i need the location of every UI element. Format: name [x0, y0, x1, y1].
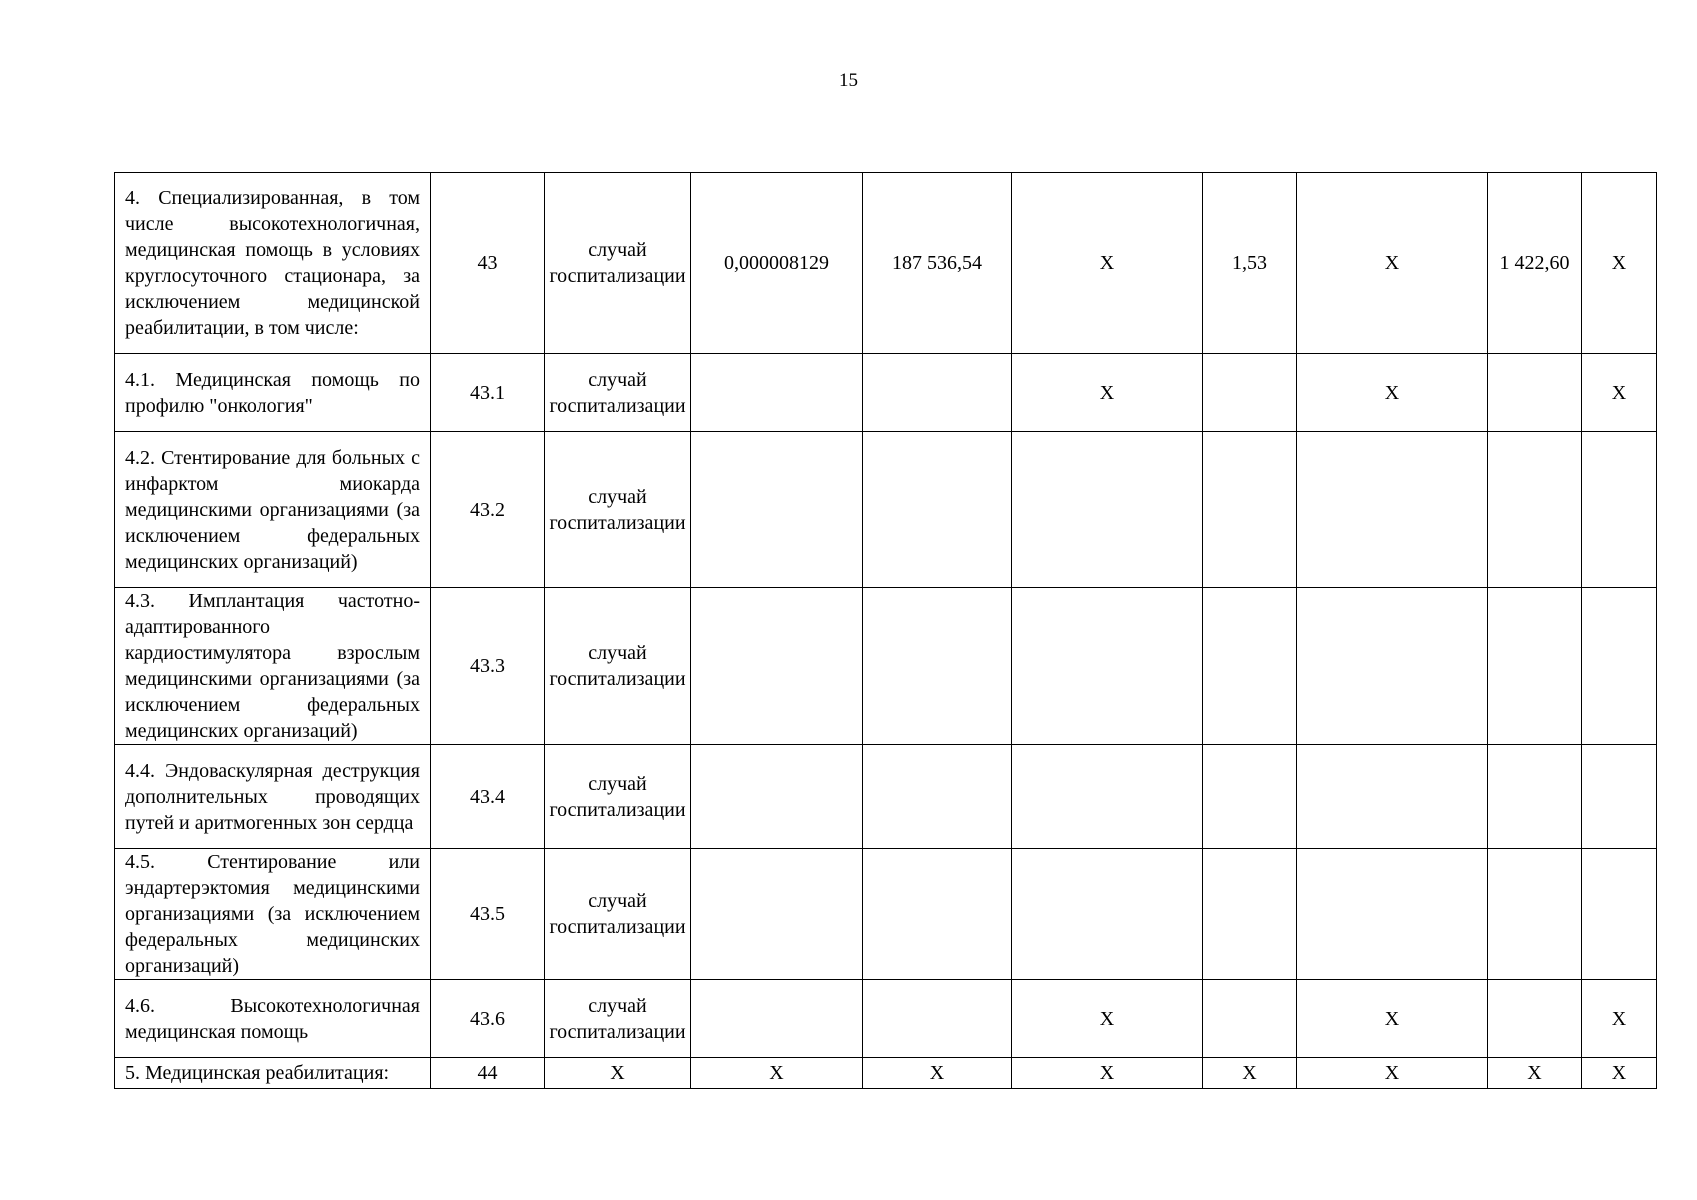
row-description: 5. Медицинская реабилитация: — [115, 1058, 431, 1089]
cell-col6: Х — [1012, 1058, 1203, 1089]
cell-col8: Х — [1297, 980, 1488, 1058]
table-row — [115, 354, 1657, 432]
cell-col10 — [1582, 849, 1657, 980]
cell-col7 — [1203, 588, 1297, 745]
table-row — [115, 432, 1657, 588]
cell-col5 — [863, 745, 1012, 849]
row-code: 43.2 — [431, 432, 545, 588]
cell-col7 — [1203, 432, 1297, 588]
row-code: 43.3 — [431, 588, 545, 745]
cell-col8 — [1297, 745, 1488, 849]
cell-col7: Х — [1203, 1058, 1297, 1089]
cell-col9: Х — [1488, 1058, 1582, 1089]
cell-col10: Х — [1582, 173, 1657, 354]
row-code: 43.5 — [431, 849, 545, 980]
row-unit: случай госпитализации — [545, 980, 691, 1058]
cell-col5: 187 536,54 — [863, 173, 1012, 354]
cell-col9 — [1488, 849, 1582, 980]
cell-col8: Х — [1297, 1058, 1488, 1089]
cell-col6 — [1012, 588, 1203, 745]
row-description: 4. Специализированная, в том числе высокотехнологичная, медицинская помощь в условиях круглосуточного стационара, за исключением медицинской реабилитации, в том числе: — [115, 173, 431, 354]
table-row — [115, 849, 1657, 980]
row-description: 4.5. Стентирование или эндартерэктомия медицинскими организациями (за исключением федеральных медицинских организаций) — [115, 849, 431, 980]
cell-col7 — [1203, 745, 1297, 849]
cell-col8: Х — [1297, 354, 1488, 432]
cell-col4 — [691, 588, 863, 745]
cell-col10 — [1582, 745, 1657, 849]
row-description: 4.1. Медицинская помощь по профилю "онкология" — [115, 354, 431, 432]
table-row — [115, 1058, 1657, 1089]
table-row — [115, 745, 1657, 849]
row-unit: случай госпитализации — [545, 354, 691, 432]
cell-col6: Х — [1012, 980, 1203, 1058]
row-code: 43.6 — [431, 980, 545, 1058]
table-row — [115, 588, 1657, 745]
row-code: 43.4 — [431, 745, 545, 849]
cell-col9 — [1488, 980, 1582, 1058]
cell-col5 — [863, 588, 1012, 745]
cell-col4: 0,000008129 — [691, 173, 863, 354]
cell-col8 — [1297, 849, 1488, 980]
cell-col6: Х — [1012, 173, 1203, 354]
row-unit: случай госпитализации — [545, 849, 691, 980]
cell-col10 — [1582, 588, 1657, 745]
row-unit: случай госпитализации — [545, 745, 691, 849]
cell-col10: Х — [1582, 354, 1657, 432]
row-description: 4.6. Высокотехнологичная медицинская помощь — [115, 980, 431, 1058]
cell-col5: Х — [863, 1058, 1012, 1089]
cell-col10: Х — [1582, 1058, 1657, 1089]
row-code: 43.1 — [431, 354, 545, 432]
cell-col9 — [1488, 745, 1582, 849]
cell-col9: 1 422,60 — [1488, 173, 1582, 354]
cell-col10 — [1582, 432, 1657, 588]
row-unit: случай госпитализации — [545, 588, 691, 745]
cell-col8: Х — [1297, 173, 1488, 354]
row-code: 43 — [431, 173, 545, 354]
cell-col5 — [863, 849, 1012, 980]
cell-col6: Х — [1012, 354, 1203, 432]
cell-col6 — [1012, 745, 1203, 849]
cell-col4: Х — [691, 1058, 863, 1089]
cell-col7 — [1203, 980, 1297, 1058]
row-description: 4.2. Стентирование для больных с инфарктом миокарда медицинскими организациями (за исключением федеральных медицинских организаций) — [115, 432, 431, 588]
cell-col9 — [1488, 432, 1582, 588]
cell-col9 — [1488, 354, 1582, 432]
row-unit: Х — [545, 1058, 691, 1089]
cell-col6 — [1012, 432, 1203, 588]
cell-col4 — [691, 980, 863, 1058]
table-row — [115, 173, 1657, 354]
table-row — [115, 980, 1657, 1058]
cell-col4 — [691, 432, 863, 588]
cell-col5 — [863, 354, 1012, 432]
cell-col7 — [1203, 354, 1297, 432]
page-number: 15 — [839, 70, 858, 91]
row-code: 44 — [431, 1058, 545, 1089]
cell-col8 — [1297, 432, 1488, 588]
data-table — [114, 172, 1657, 1089]
cell-col7 — [1203, 849, 1297, 980]
cell-col5 — [863, 432, 1012, 588]
cell-col4 — [691, 849, 863, 980]
row-unit: случай госпитализации — [545, 173, 691, 354]
cell-col5 — [863, 980, 1012, 1058]
cell-col7: 1,53 — [1203, 173, 1297, 354]
cell-col9 — [1488, 588, 1582, 745]
cell-col6 — [1012, 849, 1203, 980]
cell-col10: Х — [1582, 980, 1657, 1058]
cell-col4 — [691, 354, 863, 432]
row-unit: случай госпитализации — [545, 432, 691, 588]
row-description: 4.4. Эндоваскулярная деструкция дополнительных проводящих путей и аритмогенных зон сердца — [115, 745, 431, 849]
row-description: 4.3. Имплантация частотно-адаптированного кардиостимулятора взрослым медицинскими организациями (за исключением федеральных медицинских организаций) — [115, 588, 431, 745]
cell-col4 — [691, 745, 863, 849]
cell-col8 — [1297, 588, 1488, 745]
